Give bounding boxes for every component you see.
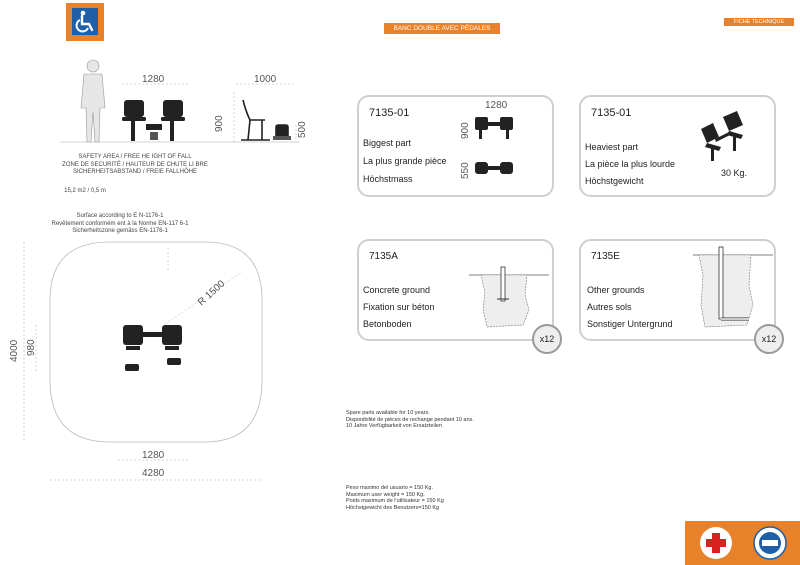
dim-plan-width-inner: 1280 [142, 450, 165, 461]
area-value: 15,2 m2 / 0,5 m [64, 188, 106, 194]
other-line-3: Sonstiger Untergrund [587, 319, 673, 329]
weight-line-4: Höchstgewicht des Benutzers=150 Kg [346, 504, 440, 511]
wheelchair-icon [66, 3, 104, 41]
bench-plan-view [123, 325, 182, 371]
fiche-box [724, 18, 794, 26]
biggest-part-line-1: Biggest part [363, 138, 412, 148]
biggest-part-line-3: Höchstmass [363, 174, 413, 184]
heaviest-part-line-3: Höchstgewicht [585, 176, 644, 186]
concrete-fixation-drawing [469, 265, 549, 335]
bench-side-view [241, 100, 291, 140]
max-weight-note [346, 485, 566, 511]
spare-line-3: 10 Jahre Verfügbarkeit von Ersatzteilen [346, 423, 443, 430]
dim-height-side: 500 [297, 121, 308, 138]
spare-line-2: Disponibilité de pièces de rechange pendant 10 ans. [346, 416, 474, 423]
biggest-dim-h1: 900 [460, 122, 471, 139]
first-aid-cross-icon [699, 526, 733, 560]
concrete-qty-badge: x12 [532, 324, 562, 354]
weight-line-3: Poids maximum de l'utilisateur = 150 Kg [346, 498, 444, 505]
heaviest-weight: 30 Kg. [721, 168, 748, 178]
heaviest-part-drawing [693, 107, 753, 167]
biggest-dim-h2: 550 [460, 162, 471, 179]
dim-plan-height-outer: 4000 [9, 339, 20, 362]
safety-line-2: ZONE DE SECURITÉ / HAUTEUR DE CHUTE LI BRE [62, 161, 208, 168]
concrete-code: 7135A [369, 251, 398, 262]
concrete-line-2: Fixation sur béton [363, 302, 435, 312]
heaviest-part-line-2: La pièce la plus lourde [585, 159, 676, 169]
other-line-1: Other grounds [587, 285, 645, 295]
tuv-seal-icon [753, 526, 787, 560]
dim-width-side: 1000 [254, 74, 277, 85]
spare-parts-note [346, 410, 566, 430]
surface-line-3: Sicherheitszone gemäss EN-1176-1 [72, 228, 168, 234]
footer-badge-bar [685, 521, 800, 565]
other-fixation-drawing [693, 245, 773, 335]
biggest-dim-width: 1280 [485, 100, 508, 111]
surface-line-1: Surface according to E N-1176-1 [76, 213, 164, 219]
biggest-part-drawing [467, 107, 547, 187]
spare-line-1: Spare parts available for 10 years. [346, 410, 430, 416]
heaviest-part-line-1: Heaviest part [585, 142, 639, 152]
biggest-part-code: 7135-01 [369, 107, 410, 119]
dim-plan-height-inner: 980 [26, 339, 37, 356]
dim-height-front: 900 [214, 115, 225, 132]
card-concrete-ground [357, 239, 555, 344]
weight-line-1: Peso maximo del usuario = 150 Kg. [346, 485, 433, 491]
fiche-technique-label: FICHE TECHNIQUE [733, 19, 785, 25]
human-silhouette [81, 60, 105, 142]
other-line-2: Autres sols [587, 302, 632, 312]
weight-line-2: Maximum user weight = 150 Kg. [346, 491, 425, 498]
dim-plan-width-outer: 4280 [142, 468, 165, 479]
elevation-drawing [0, 50, 320, 160]
other-qty-badge: x12 [754, 324, 784, 354]
safety-area-text [40, 154, 230, 177]
surface-line-2: Revêtement conformém ent à la Norme EN-117 6-1 [51, 220, 189, 227]
card-heaviest-part [579, 95, 776, 197]
dim-width-front: 1280 [142, 74, 165, 85]
card-biggest-part [357, 95, 554, 197]
concrete-line-3: Betonboden [363, 319, 412, 329]
safety-line-3: SICHERHEITSABSTAND / FREIE FALLHÖHE [73, 169, 197, 175]
card-other-grounds [579, 239, 777, 344]
header-title-box [384, 23, 500, 34]
biggest-part-line-2: La plus grande pièce [363, 156, 447, 166]
other-code: 7135E [591, 251, 620, 262]
page-title: BANC DOUBLE AVEC PÉDALES [393, 25, 491, 32]
bench-front-view [122, 100, 185, 141]
accessibility-logo [66, 3, 104, 41]
concrete-line-1: Concrete ground [363, 285, 431, 295]
safety-line-1: SAFETY AREA / FREE HE IGHT OF FALL [78, 154, 192, 160]
dim-radius: R 1500 [196, 278, 228, 309]
heaviest-part-code: 7135-01 [591, 107, 632, 119]
